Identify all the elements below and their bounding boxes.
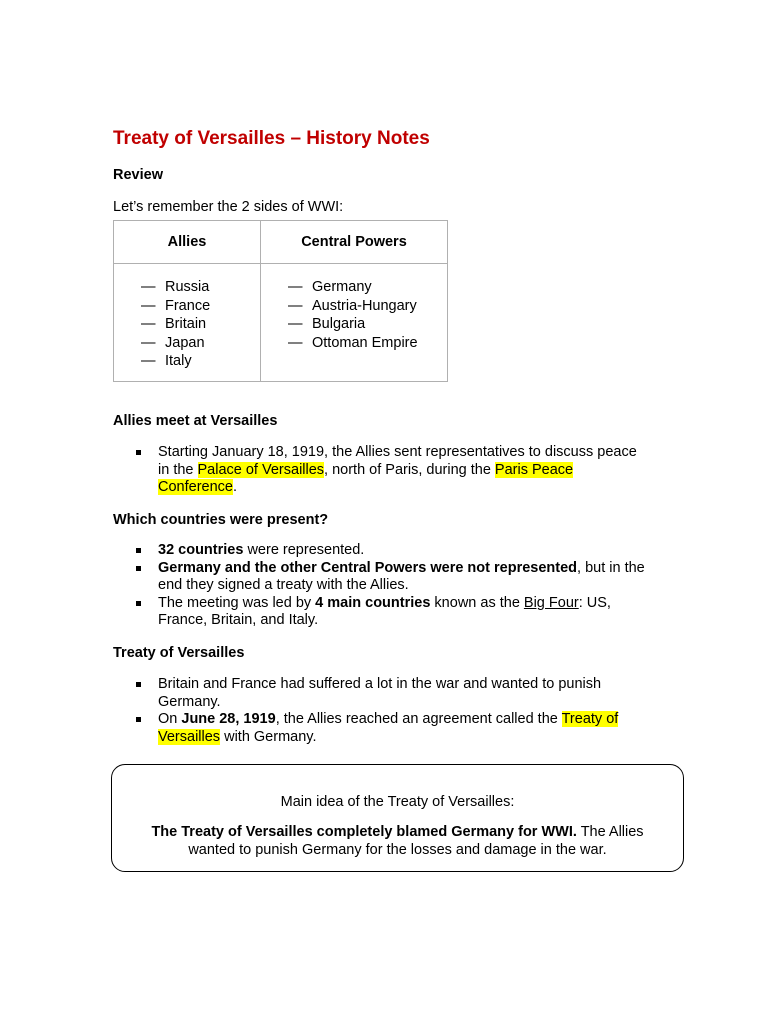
page-title: Treaty of Versailles – History Notes [113,128,430,149]
dash-icon: — [288,316,303,332]
list-item: — Germany [288,279,372,295]
dash-icon: — [288,334,303,351]
list-item: The meeting was led by 4 main countries known as the Big Four: US, France, Britain, and Italy. [136,595,646,630]
allies-header: Allies [114,221,261,264]
allies-cell [114,264,261,382]
list-item: — Japan [141,334,205,351]
bullet-icon [136,682,141,687]
list-item: — France [141,297,211,314]
dash-icon: — [141,316,156,332]
review-intro: Let’s remember the 2 sides of WWI: [113,199,344,215]
sides-table [113,220,448,382]
bullet-icon [136,566,141,571]
main-idea-box [111,764,684,872]
dash-icon: — [141,279,156,295]
list-item: — Austria-Hungary [288,297,417,314]
list-item: — Italy [141,353,192,369]
allies-meet-list [136,444,646,497]
dash-icon: — [288,279,303,295]
list-item: — Britain [141,316,207,332]
present-list [136,542,646,630]
bullet-icon [136,548,141,553]
main-idea-text: The Treaty of Versailles completely blamed Germany for WWI. The Allies wanted to punish Germany for the losses and damage in the war. [151,824,644,858]
dash-icon: — [141,297,156,314]
bullet-icon [136,450,141,455]
main-idea-lead: Main idea of the Treaty of Versailles: [280,794,515,810]
dash-icon: — [141,334,156,351]
list-item: — Ottoman Empire [288,334,418,351]
central-powers-cell [261,264,448,382]
review-heading: Review [113,167,163,183]
bullet-icon [136,601,141,606]
list-item: — Russia [141,279,210,295]
central-powers-list [261,264,447,362]
allies-meet-heading: Allies meet at Versailles [113,413,278,429]
table-body-row [114,264,448,382]
list-item: Starting January 18, 1919, the Allies sent representatives to discuss peace in the Palace of Versailles, north of Paris, during the Paris Peace Conference. [136,444,646,497]
list-item: 32 countries were represented. [136,542,646,560]
bullet-icon [136,717,141,722]
dash-icon: — [288,297,303,314]
present-heading: Which countries were present? [113,512,329,528]
dash-icon: — [141,353,156,369]
allies-list [114,264,260,381]
treaty-heading: Treaty of Versailles [113,645,245,661]
list-item: — Bulgaria [288,316,366,332]
list-item: Britain and France had suffered a lot in the war and wanted to punish Germany. [136,676,646,711]
list-item: Germany and the other Central Powers were not represented, but in the end they signed a treaty with the Allies. [136,560,646,595]
central-powers-header: Central Powers [261,221,448,264]
treaty-list [136,676,646,746]
table-header-row [114,221,448,264]
list-item: On June 28, 1919, the Allies reached an agreement called the Treaty of Versailles with Germany. [136,711,646,746]
